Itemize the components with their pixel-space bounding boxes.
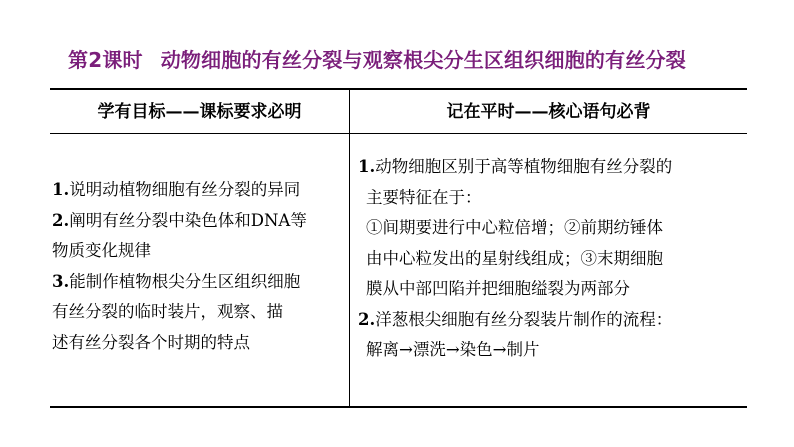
statement-item-2-cont: 解离→漂洗→染色→制片 bbox=[366, 340, 540, 359]
goal-item-2: 2.阐明有丝分裂中染色体和DNA等 bbox=[52, 210, 307, 230]
statement-item-1-cont-2: ①间期要进行中心粒倍增；②前期纺锤体 bbox=[366, 218, 663, 237]
left-column-header: 学有目标——课标要求必明 bbox=[97, 102, 302, 122]
lesson-number: 第2课时 bbox=[68, 48, 143, 72]
objectives-table bbox=[50, 88, 747, 408]
lesson-title bbox=[68, 44, 748, 73]
statement-item-1-cont-1: 主要特征在于： bbox=[366, 187, 482, 207]
goal-item-3-cont-2: 述有丝分裂各个时期的特点 bbox=[52, 332, 250, 352]
statement-item-1: 1.动物细胞区别于高等植物细胞有丝分裂的 bbox=[358, 157, 673, 176]
right-column-header: 记在平时——核心语句必背 bbox=[446, 102, 651, 122]
statement-item-1-cont-4: 膜从中部凹陷并把细胞缢裂为两部分 bbox=[366, 279, 630, 298]
statement-item-1-cont-3: 由中心粒发出的星射线组成；③末期细胞 bbox=[366, 248, 663, 268]
column-divider bbox=[349, 90, 350, 406]
lesson-topic: 动物细胞的有丝分裂与观察根尖分生区组织细胞的有丝分裂 bbox=[160, 48, 686, 72]
statement-item-2: 2.洋葱根尖细胞有丝分裂装片制作的流程： bbox=[358, 309, 673, 329]
goal-item-3-cont-1: 有丝分裂的临时装片，观察、描 bbox=[52, 302, 283, 321]
goal-item-3: 3.能制作植物根尖分生区组织细胞 bbox=[52, 271, 301, 291]
key-statements-list bbox=[358, 152, 743, 366]
goal-item-1: 1.说明动植物细胞有丝分裂的异同 bbox=[52, 180, 301, 199]
learning-goals-list bbox=[52, 175, 346, 358]
goal-item-2-cont: 物质变化规律 bbox=[52, 241, 151, 260]
